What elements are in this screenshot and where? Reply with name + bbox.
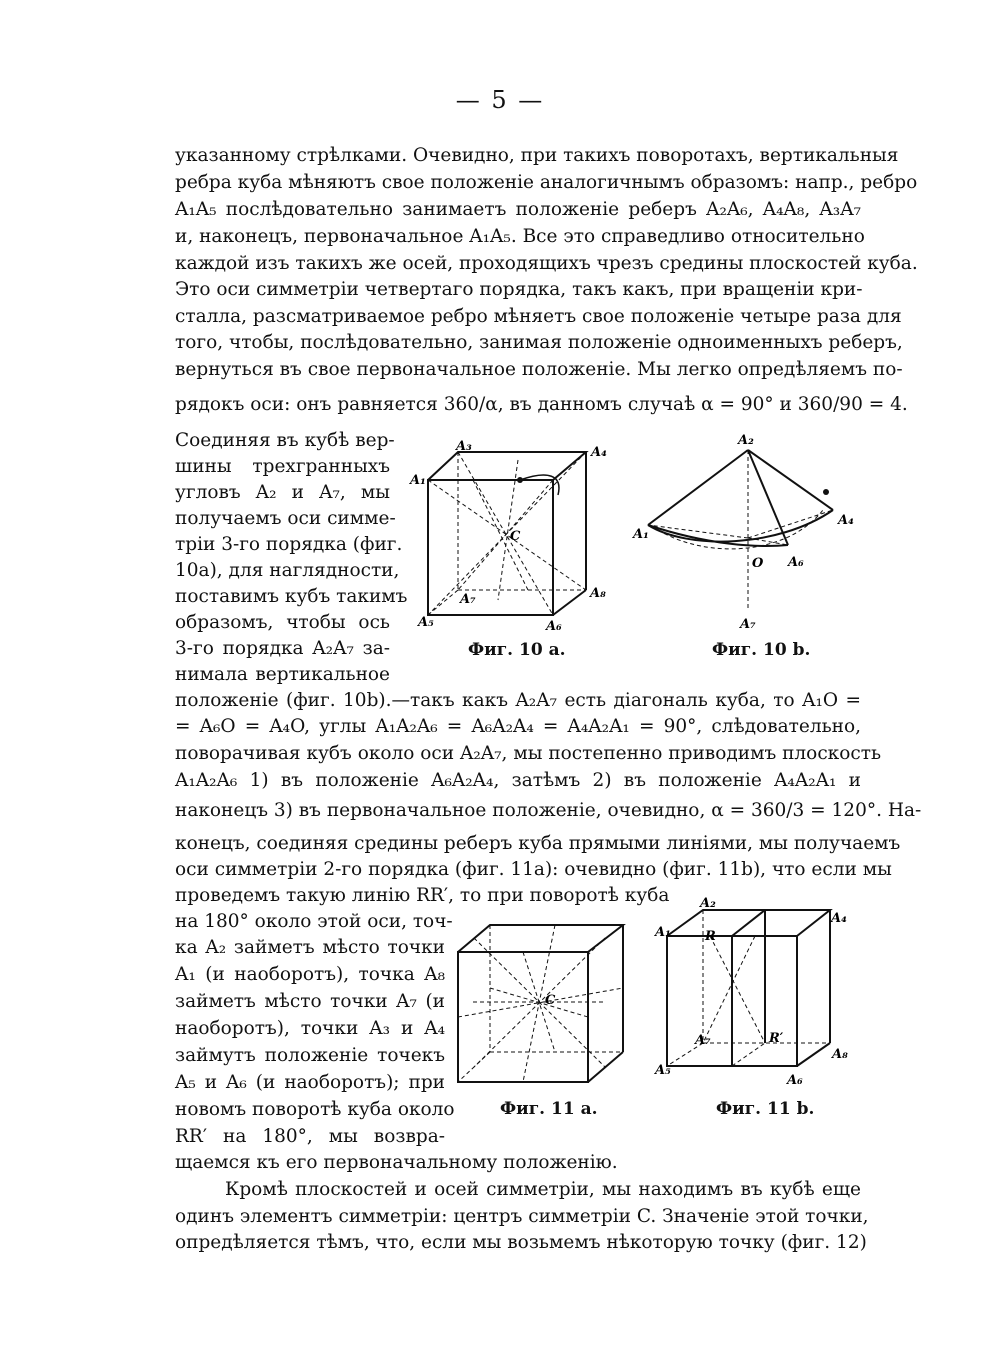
figure-11b bbox=[655, 898, 855, 1088]
text-line: проведемъ такую линію RR′, то при поворотѣ куба bbox=[175, 885, 670, 906]
label-a2: A₂ bbox=[738, 433, 754, 448]
text-line: наоборотъ), точки A₃ и A₄ bbox=[175, 1018, 445, 1039]
page-number: — 5 — bbox=[455, 86, 545, 114]
text-line: конецъ, соединяя средины реберъ куба прямыми линіями, мы получаемъ bbox=[175, 833, 901, 854]
figure-11b-caption: Фиг. 11 b. bbox=[716, 1099, 815, 1119]
label-a4: A₄ bbox=[838, 513, 854, 528]
text-line: рядокъ оси: онъ равняется 360/α, въ данномъ случаѣ α = 90° и 360/90 = 4. bbox=[175, 394, 908, 415]
text-line: Соединяя въ кубѣ вер- bbox=[175, 430, 395, 451]
text-line: образомъ, чтобы ось bbox=[175, 612, 390, 633]
label-a6: A₆ bbox=[788, 555, 804, 570]
text-line: угловъ A₂ и A₇, мы bbox=[175, 482, 390, 503]
text-line: одинъ элементъ симметріи: центръ симметріи C. Значеніе этой точки, bbox=[175, 1206, 869, 1227]
text-line: щаемся къ его первоначальному положенію. bbox=[175, 1152, 618, 1173]
text-line: поставимъ кубъ такимъ bbox=[175, 586, 408, 607]
text-line: и, наконецъ, первоначальное A₁A₅. Все это справедливо относительно bbox=[175, 226, 865, 247]
figure-11a-caption: Фиг. 11 a. bbox=[500, 1099, 598, 1119]
text-line: ребра куба мѣняютъ свое положеніе аналогичнымъ образомъ: напр., ребро bbox=[175, 172, 918, 193]
label-a1: A₁ bbox=[633, 527, 649, 542]
text-line: займетъ мѣсто точки A₇ (и bbox=[175, 991, 445, 1012]
text-line: A₅ и A₆ (и наоборотъ); при bbox=[175, 1072, 445, 1093]
label-a1: A₁ bbox=[655, 925, 671, 940]
label-r: R bbox=[705, 929, 716, 944]
text-line: оси симметріи 2-го порядка (фиг. 11а): очевидно (фиг. 11b), что если мы bbox=[175, 859, 892, 880]
figure-11a bbox=[455, 922, 635, 1092]
figure-10a bbox=[398, 440, 618, 640]
label-a4: A₄ bbox=[831, 911, 847, 926]
text-line: RR′ на 180°, мы возвра- bbox=[175, 1126, 445, 1147]
label-a6: A₆ bbox=[546, 619, 562, 634]
text-line: нимала вертикальное bbox=[175, 664, 390, 685]
label-a7: A₇ bbox=[740, 617, 756, 632]
label-a8: A₈ bbox=[590, 586, 606, 601]
figure-10a-caption: Фиг. 10 a. bbox=[468, 640, 566, 660]
text-line: 10а), для наглядности, bbox=[175, 560, 400, 581]
text-line: положеніе (фиг. 10b).—такъ какъ A₂A₇ есть діагональ куба, то A₁O = bbox=[175, 690, 861, 711]
label-a8: A₈ bbox=[832, 1047, 848, 1062]
label-a4: A₄ bbox=[591, 445, 607, 460]
text-line: шины трехгранныхъ bbox=[175, 456, 390, 477]
text-line: поворачивая кубъ около оси A₂A₇, мы постепенно приводимъ плоскость bbox=[175, 743, 882, 764]
text-line: вернуться въ свое первоначальное положеніе. Мы легко опредѣляемъ по- bbox=[175, 359, 903, 380]
text-line: наконецъ 3) въ первоначальное положеніе, очевидно, α = 360/3 = 120°. На- bbox=[175, 800, 922, 821]
label-a2: A₂ bbox=[700, 896, 716, 911]
label-a5: A₅ bbox=[655, 1063, 671, 1078]
label-c: C bbox=[545, 993, 556, 1008]
text-line: того, чтобы, послѣдовательно, занимая положеніе одноименныхъ реберъ, bbox=[175, 332, 903, 353]
text-line: ка A₂ займетъ мѣсто точки bbox=[175, 937, 445, 958]
label-a3: A₃ bbox=[456, 439, 472, 454]
text-line: на 180° около этой оси, точ- bbox=[175, 911, 453, 932]
label-a7: A₇ bbox=[695, 1033, 711, 1048]
text-line: тріи 3-го порядка (фиг. bbox=[175, 534, 403, 555]
figure-10b-caption: Фиг. 10 b. bbox=[712, 640, 811, 660]
text-line: Это оси симметріи четвертаго порядка, такъ какъ, при вращеніи кри- bbox=[175, 279, 863, 300]
label-r-prime: R′ bbox=[769, 1031, 784, 1046]
text-line: указанному стрѣлками. Очевидно, при такихъ поворотахъ, вертикальныя bbox=[175, 145, 899, 166]
text-line: новомъ поворотѣ куба около bbox=[175, 1099, 455, 1120]
label-a1: A₁ bbox=[410, 473, 426, 488]
figure-10b bbox=[628, 430, 858, 630]
text-line: Кромѣ плоскостей и осей симметріи, мы находимъ въ кубѣ еще bbox=[225, 1179, 861, 1200]
text-line: каждой изъ такихъ же осей, проходящихъ чрезъ средины плоскостей куба. bbox=[175, 253, 918, 274]
text-line: A₁A₅ послѣдовательно занимаетъ положеніе реберъ A₂A₆, A₄A₈, A₃A₇ bbox=[175, 199, 861, 220]
text-line: = A₆O = A₄O, углы A₁A₂A₆ = A₆A₂A₄ = A₄A₂A₁ = 90°, слѣдовательно, bbox=[175, 716, 861, 737]
text-line: получаемъ оси симме- bbox=[175, 508, 396, 529]
label-a7: A₇ bbox=[460, 592, 476, 607]
text-line: займутъ положеніе точекъ bbox=[175, 1045, 445, 1066]
text-line: сталла, разсматриваемое ребро мѣняетъ свое положеніе четыре раза для bbox=[175, 306, 902, 327]
label-o: O bbox=[752, 556, 764, 571]
text-line: A₁ (и наоборотъ), точка A₈ bbox=[175, 964, 445, 985]
text-line: опредѣляется тѣмъ, что, если мы возьмемъ нѣкоторую точку (фиг. 12) bbox=[175, 1232, 867, 1253]
text-line: 3-го порядка A₂A₇ за- bbox=[175, 638, 390, 659]
label-c: C bbox=[510, 529, 521, 544]
text-line: A₁A₂A₆ 1) въ положеніе A₆A₂A₄, затѣмъ 2) въ положеніе A₄A₂A₁ и bbox=[175, 770, 861, 791]
label-a5: A₅ bbox=[418, 615, 434, 630]
label-a6: A₆ bbox=[787, 1073, 803, 1088]
